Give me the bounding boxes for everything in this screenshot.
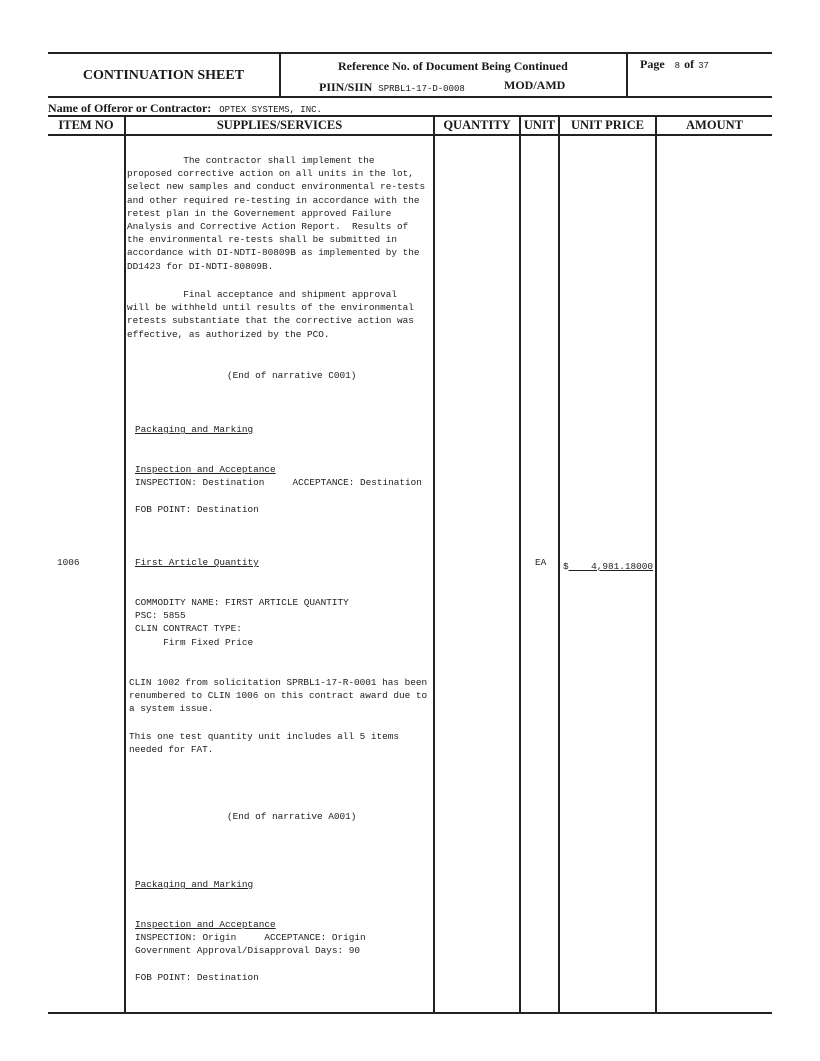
- page-current: 8: [674, 61, 681, 71]
- item-number: 1006: [57, 557, 80, 568]
- item-unit-price: [563, 556, 653, 574]
- test-quantity-note: [129, 730, 399, 756]
- text-line: Final acceptance and shipment approval: [127, 289, 398, 300]
- offeror-value: OPTEX SYSTEMS, INC.: [219, 105, 322, 115]
- item-title: First Article Quantity: [135, 557, 259, 568]
- text-line: This one test quantity unit includes all 5 items: [129, 731, 400, 742]
- text-line: CLIN CONTRACT TYPE:: [135, 623, 242, 635]
- col-line-4: [558, 115, 560, 1013]
- text-line: CLIN 1002 from solicitation SPRBL1-17-R-0001 has been: [129, 677, 428, 688]
- column-header-supplies-services: SUPPLIES/SERVICES: [216, 118, 343, 132]
- text-line: renumbered to CLIN 1006 on this contract award due to: [129, 690, 428, 702]
- reference-label: Reference No. of Document Being Continued: [338, 59, 568, 73]
- header-divider-left: [279, 52, 281, 97]
- text-line: retests substantiate that the corrective action was: [127, 315, 414, 327]
- end-of-narrative-a001: (End of narrative A001): [227, 811, 357, 822]
- col-line-2: [433, 115, 435, 1013]
- fob-point: FOB POINT: Destination: [135, 504, 259, 515]
- header-bottom-border: [48, 96, 772, 98]
- piin-row: [319, 78, 465, 96]
- column-header-amount: AMOUNT: [686, 118, 743, 132]
- column-header-unit-price: UNIT PRICE: [570, 118, 645, 132]
- unit-price-value: 4,981.18000: [568, 561, 654, 572]
- offeror-label: Name of Offeror or Contractor:: [48, 101, 212, 115]
- item-packaging-and-marking-heading: Packaging and Marking: [135, 879, 254, 890]
- col-line-1: [124, 115, 126, 1013]
- text-line: and other required re-testing in accordance with the: [127, 194, 420, 206]
- continued-paragraph-2: [127, 288, 414, 341]
- col-line-3: [519, 115, 521, 1013]
- text-line: DD1423 for DI-NDTI-80809B.: [127, 260, 274, 272]
- text-line: Firm Fixed Price: [135, 636, 254, 648]
- text-line: proposed corrective action on all units in the lot,: [127, 168, 414, 180]
- col-line-5: [655, 115, 657, 1013]
- item-inspection-line: INSPECTION: Origin ACCEPTANCE: Origin: [135, 932, 366, 943]
- piin-label: PIIN/SIIN: [319, 80, 373, 94]
- column-header-unit: UNIT: [523, 118, 556, 132]
- page-label: Page: [640, 57, 665, 71]
- text-line: Analysis and Corrective Action Report. Results of: [127, 221, 409, 233]
- text-line: accordance with DI-NDTI-80809B as implemented by the: [127, 247, 420, 259]
- text-line: The contractor shall implement the: [127, 155, 375, 166]
- text-line: needed for FAT.: [129, 744, 214, 756]
- text-line: a system issue.: [129, 703, 214, 715]
- page-total: 37: [698, 61, 709, 71]
- sheet-title: CONTINUATION SHEET: [82, 68, 245, 83]
- item-fob-point: FOB POINT: Destination: [135, 972, 259, 983]
- continued-paragraph-1: [127, 154, 425, 273]
- column-header-bottom-border: [48, 134, 772, 136]
- text-line: PSC: 5855: [135, 610, 186, 622]
- packaging-and-marking-heading: Packaging and Marking: [135, 424, 254, 435]
- text-line: COMMODITY NAME: FIRST ARTICLE QUANTITY: [135, 597, 349, 608]
- column-header-item-no: ITEM NO: [58, 118, 114, 132]
- item-approval-days: Government Approval/Disapproval Days: 90: [135, 945, 361, 956]
- currency-symbol: $: [563, 561, 569, 572]
- text-line: select new samples and conduct environmental re-tests: [127, 181, 426, 193]
- column-header-top-border: [48, 115, 772, 117]
- column-header-quantity: QUANTITY: [443, 118, 511, 132]
- text-line: the environmental re-tests shall be submitted in: [127, 234, 398, 246]
- text-line: retest plan in the Governement approved Failure: [127, 207, 392, 219]
- header-divider-right: [626, 52, 628, 97]
- page-of: of: [684, 57, 695, 71]
- table-bottom-border: [48, 1012, 772, 1014]
- piin-value: SPRBL1-17-D-0008: [378, 84, 465, 94]
- page-indicator: [640, 55, 709, 73]
- end-of-narrative-c001: (End of narrative C001): [227, 370, 357, 381]
- item-unit: EA: [535, 557, 547, 568]
- text-line: will be withheld until results of the environmental: [127, 302, 414, 314]
- renumber-note: [129, 676, 427, 716]
- commodity-block: [135, 596, 349, 649]
- mod-amd-label: MOD/AMD: [504, 78, 566, 92]
- inspection-line: INSPECTION: Destination ACCEPTANCE: Destination: [135, 477, 422, 488]
- item-inspection-acceptance-heading: Inspection and Acceptance: [135, 919, 276, 930]
- inspection-acceptance-heading: Inspection and Acceptance: [135, 464, 276, 475]
- header-top-border: [48, 52, 772, 54]
- text-line: effective, as authorized by the PCO.: [127, 328, 330, 340]
